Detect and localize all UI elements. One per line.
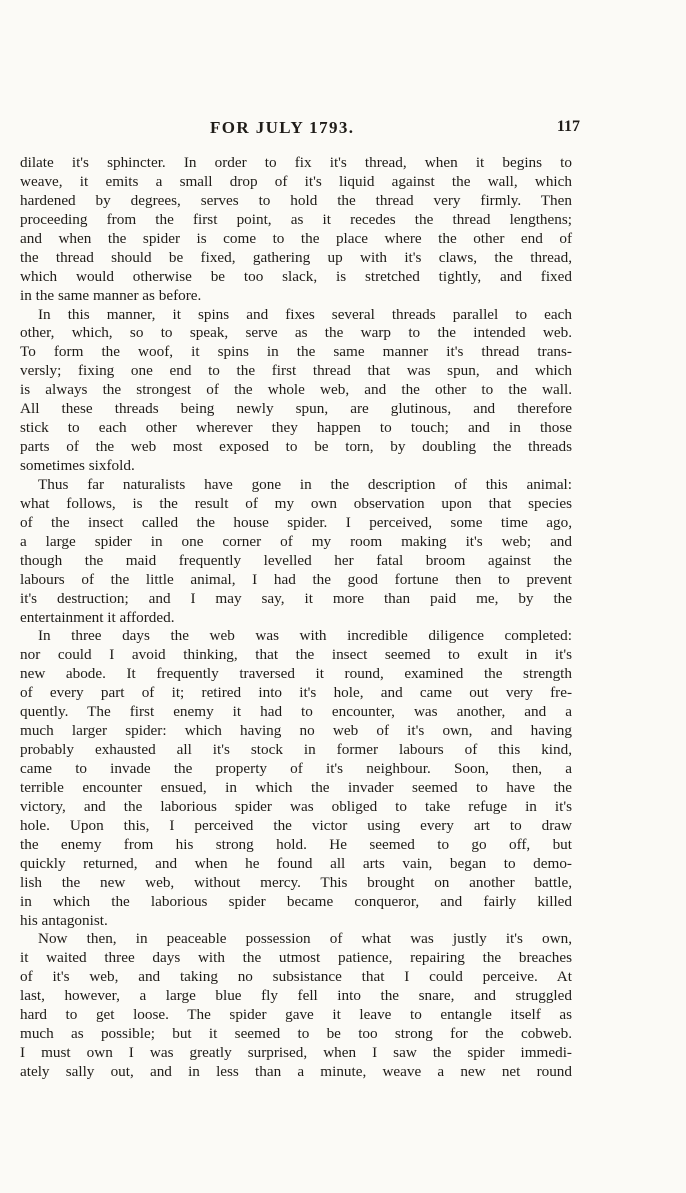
text-line: of it's web, and taking no subsistance that I could perceive. At	[20, 968, 572, 986]
text-line: versly; fixing one end to the first thread that was spun, and which	[20, 362, 572, 380]
text-line: in which the laborious spider became conqueror, and fairly killed	[20, 892, 572, 910]
text-line: new abode. It frequently traversed it round, examined the strength	[20, 665, 572, 683]
text-line: entertainment it afforded.	[20, 608, 175, 626]
text-line: quently. The first enemy it had to encounter, was another, and a	[20, 703, 572, 721]
text-line: probably exhausted all it's stock in former labours of this kind,	[20, 741, 572, 759]
text-line: in the same manner as before.	[20, 286, 202, 304]
text-line: of every part of it; retired into it's hole, and came out very fre-	[20, 684, 572, 702]
text-line: it's destruction; and I may say, it more than paid me, by the	[20, 589, 572, 607]
text-line: quickly returned, and when he found all arts vain, began to demo-	[20, 854, 572, 872]
text-line: the thread should be fixed, gathering up with it's claws, the thread,	[20, 248, 572, 266]
text-line: other, which, so to speak, serve as the warp to the intended web.	[20, 324, 572, 342]
text-line: I must own I was greatly surprised, when I saw the spider immedi-	[20, 1044, 572, 1062]
text-line: his antagonist.	[20, 911, 108, 929]
text-line: All these threads being newly spun, are glutinous, and therefore	[20, 400, 572, 418]
text-line: Thus far naturalists have gone in the description of this animal:	[38, 475, 572, 493]
text-line: labours of the little animal, I had the good fortune then to prevent	[20, 570, 572, 588]
text-line: parts of the web most exposed to be torn, by doubling the threads	[20, 438, 572, 456]
text-line: hardened by degrees, serves to hold the thread very firmly. Then	[20, 191, 572, 209]
text-line: To form the woof, it spins in the same manner it's thread trans-	[20, 343, 572, 361]
text-line: hole. Upon this, I perceived the victor using every art to draw	[20, 816, 572, 834]
text-line: victory, and the laborious spider was obliged to take refuge in it's	[20, 797, 572, 815]
text-line: ately sally out, and in less than a minute, weave a new net round	[20, 1063, 572, 1080]
text-line: hard to get loose. The spider gave it leave to entangle itself as	[20, 1006, 572, 1024]
text-line: Now then, in peaceable possession of what was justly it's own,	[38, 930, 572, 948]
text-line: the enemy from his strong hold. He seemed to go off, but	[20, 835, 572, 853]
text-line: In three days the web was with incredible diligence completed:	[38, 627, 572, 645]
text-line: what follows, is the result of my own observation upon that species	[20, 494, 572, 512]
text-line: stick to each other wherever they happen to touch; and in those	[20, 419, 572, 437]
text-line: came to invade the property of it's neighbour. Soon, then, a	[20, 760, 572, 777]
text-line: nor could I avoid thinking, that the insect seemed to exult in it's	[20, 646, 572, 664]
text-line: which would otherwise be too slack, is stretched tightly, and fixed	[20, 267, 572, 285]
text-line: a large spider in one corner of my room making it's web; and	[20, 532, 572, 550]
text-line: much as possible; but it seemed to be too strong for the cobweb.	[20, 1025, 572, 1043]
text-line: sometimes sixfold.	[20, 457, 135, 474]
text-line: is always the strongest of the whole web, and the other to the wall.	[20, 381, 572, 399]
text-line: proceeding from the first point, as it recedes the thread lengthens;	[20, 210, 572, 228]
body-text	[20, 154, 572, 1082]
text-line: much larger spider: which having no web of it's own, and having	[20, 722, 572, 740]
text-line: last, however, a large blue fly fell into the snare, and struggled	[20, 987, 572, 1005]
text-line: weave, it emits a small drop of it's liquid against the wall, which	[20, 172, 572, 190]
text-line: In this manner, it spins and fixes several threads parallel to each	[38, 305, 572, 323]
page-header	[20, 118, 580, 140]
text-line: lish the new web, without mercy. This brought on another battle,	[20, 873, 572, 891]
text-line: terrible encounter ensued, in which the invader seemed to have the	[20, 778, 572, 796]
text-line: and when the spider is come to the place where the other end of	[20, 229, 572, 247]
text-line: it waited three days with the utmost patience, repairing the breaches	[20, 949, 572, 967]
text-line: though the maid frequently levelled her fatal broom against the	[20, 551, 572, 569]
text-line: dilate it's sphincter. In order to fix it's thread, when it begins to	[20, 154, 572, 171]
page-number: 117	[556, 118, 580, 135]
text-line: of the insect called the house spider. I perceived, some time ago,	[20, 513, 572, 531]
running-title: FOR JULY 1793.	[210, 118, 355, 137]
